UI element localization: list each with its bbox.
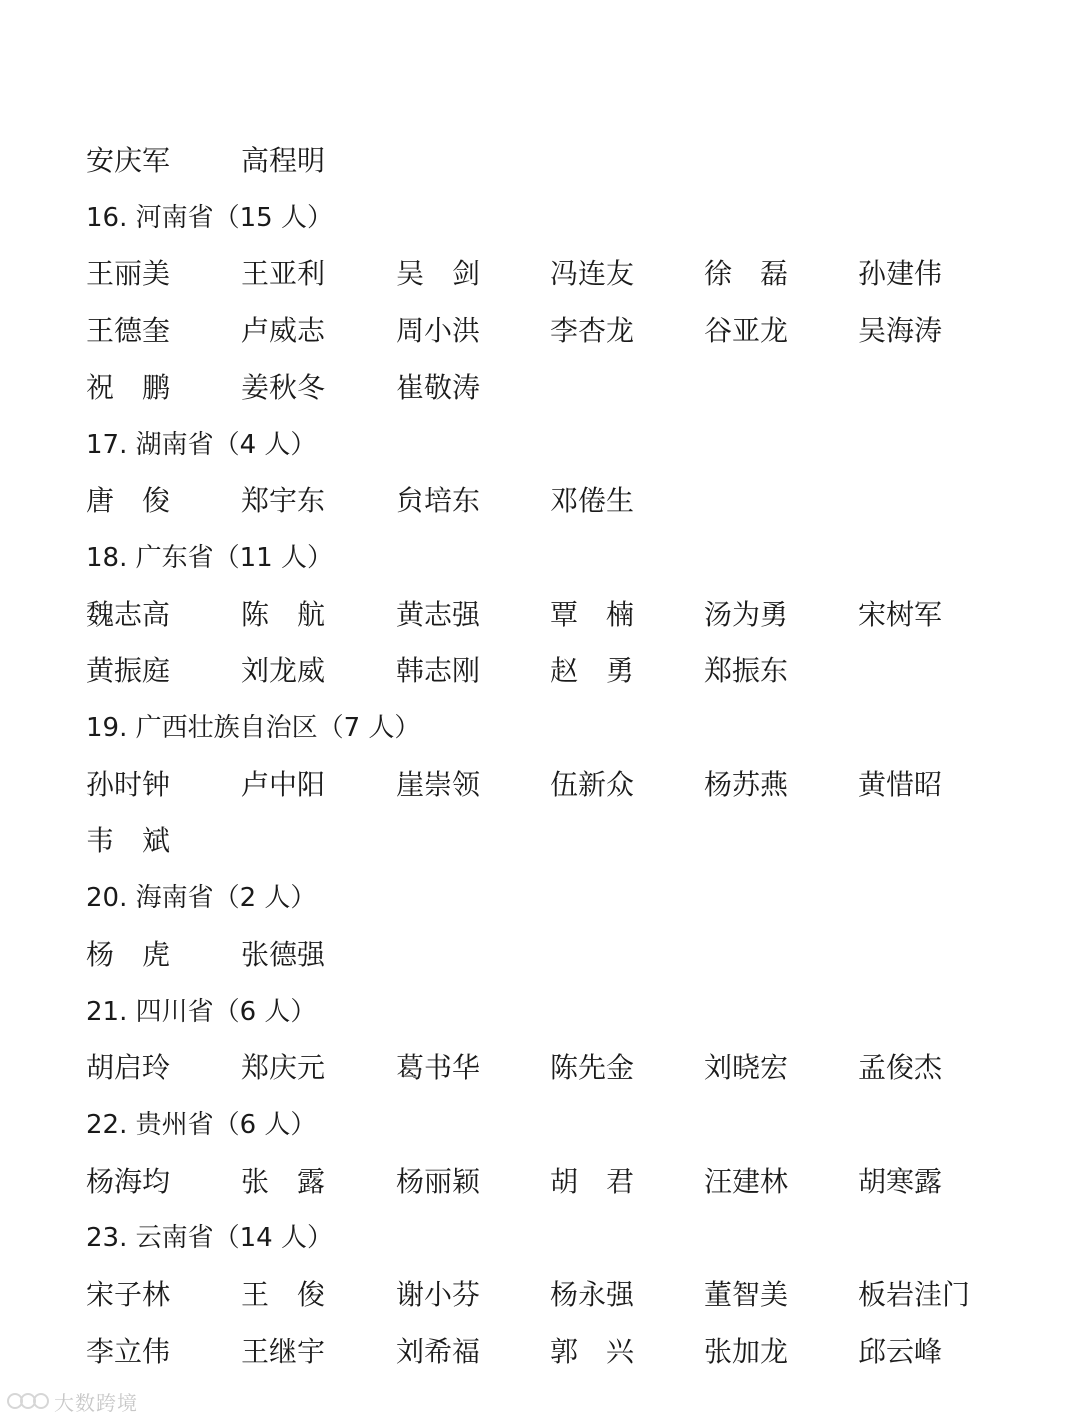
person-name: 伍新众 (550, 767, 635, 801)
person-name: 王丽美 (86, 257, 171, 291)
person-name: 张加龙 (704, 1334, 789, 1368)
person-name: 徐 磊 (704, 257, 789, 291)
person-name: 邱云峰 (858, 1334, 943, 1368)
person-name: 汤为勇 (704, 597, 789, 631)
person-name: 郑庆元 (241, 1051, 326, 1085)
person-name: 孙时钟 (86, 767, 171, 801)
person-name: 刘龙威 (241, 654, 326, 688)
person-name: 韩志刚 (396, 654, 481, 688)
person-name: 汪建林 (704, 1164, 789, 1198)
person-name: 谢小芬 (396, 1278, 481, 1311)
person-name: 板岩洼门 (858, 1278, 971, 1311)
person-name: 杨永强 (550, 1278, 635, 1311)
person-name: 宋树军 (858, 597, 943, 631)
person-name: 张 露 (241, 1164, 326, 1198)
person-name: 卢威志 (241, 314, 326, 348)
section-heading: 18. 广东省（11 人） (86, 542, 333, 573)
person-name: 杨苏燕 (704, 767, 789, 801)
person-name: 姜秋冬 (241, 370, 326, 404)
person-name: 郑宇东 (241, 484, 326, 518)
person-name: 刘希福 (396, 1334, 481, 1368)
section-heading: 16. 河南省（15 人） (86, 202, 333, 233)
person-name: 黄惜昭 (858, 767, 943, 801)
person-name: 胡启玲 (86, 1051, 171, 1085)
person-name: 宋子林 (86, 1278, 171, 1311)
person-name: 李杏龙 (550, 314, 635, 348)
person-name: 李立伟 (86, 1334, 171, 1368)
person-name: 高程明 (241, 144, 326, 177)
person-name: 孟俊杰 (858, 1051, 943, 1085)
person-name: 魏志高 (86, 597, 171, 631)
person-name: 杨丽颖 (396, 1164, 481, 1198)
person-name: 谷亚龙 (704, 314, 789, 348)
person-name: 崖崇领 (396, 767, 481, 801)
person-name: 吴 剑 (396, 257, 481, 291)
person-name: 黄振庭 (86, 654, 171, 688)
person-name: 陈 航 (241, 597, 326, 631)
section-heading: 23. 云南省（14 人） (86, 1223, 333, 1254)
person-name: 冯连友 (550, 257, 635, 291)
person-name: 王亚利 (241, 257, 326, 291)
person-name: 吴海涛 (858, 314, 943, 348)
person-name: 葛书华 (396, 1051, 481, 1085)
person-name: 胡寒露 (858, 1164, 943, 1198)
person-name: 王继宇 (241, 1334, 326, 1368)
person-name: 安庆军 (86, 144, 171, 177)
person-name: 黄志强 (396, 597, 481, 631)
person-name: 王德奎 (86, 314, 171, 348)
person-name: 郭 兴 (550, 1334, 635, 1368)
person-name: 杨 虎 (86, 937, 171, 971)
section-heading: 17. 湖南省（4 人） (86, 429, 317, 460)
person-name: 王 俊 (241, 1278, 326, 1311)
watermark-text: 大数跨境 (54, 1390, 138, 1415)
section-heading: 22. 贵州省（6 人） (86, 1109, 317, 1140)
person-name: 周小洪 (396, 314, 481, 348)
person-name: 祝 鹏 (86, 370, 171, 404)
person-name: 董智美 (704, 1278, 789, 1311)
person-name: 陈先金 (550, 1051, 635, 1085)
person-name: 唐 俊 (86, 484, 171, 518)
person-name: 邓倦生 (550, 484, 635, 518)
section-heading: 21. 四川省（6 人） (86, 996, 317, 1027)
watermark (6, 1386, 138, 1416)
person-name: 卢中阳 (241, 767, 326, 801)
person-name: 崔敬涛 (396, 370, 481, 404)
person-name: 胡 君 (550, 1164, 635, 1198)
person-name: 韦 斌 (86, 824, 171, 858)
person-name: 赵 勇 (550, 654, 635, 688)
person-name: 刘晓宏 (704, 1051, 789, 1085)
person-name: 杨海均 (86, 1164, 171, 1198)
person-name: 张德强 (241, 937, 326, 971)
section-heading: 20. 海南省（2 人） (86, 883, 317, 914)
person-name: 孙建伟 (858, 257, 943, 291)
person-name: 郑振东 (704, 654, 789, 688)
section-heading: 19. 广西壮族自治区（7 人） (86, 713, 421, 743)
person-name: 覃 楠 (550, 597, 635, 631)
person-name: 贠培东 (396, 484, 481, 518)
watermark-logo-icon (6, 1390, 50, 1412)
